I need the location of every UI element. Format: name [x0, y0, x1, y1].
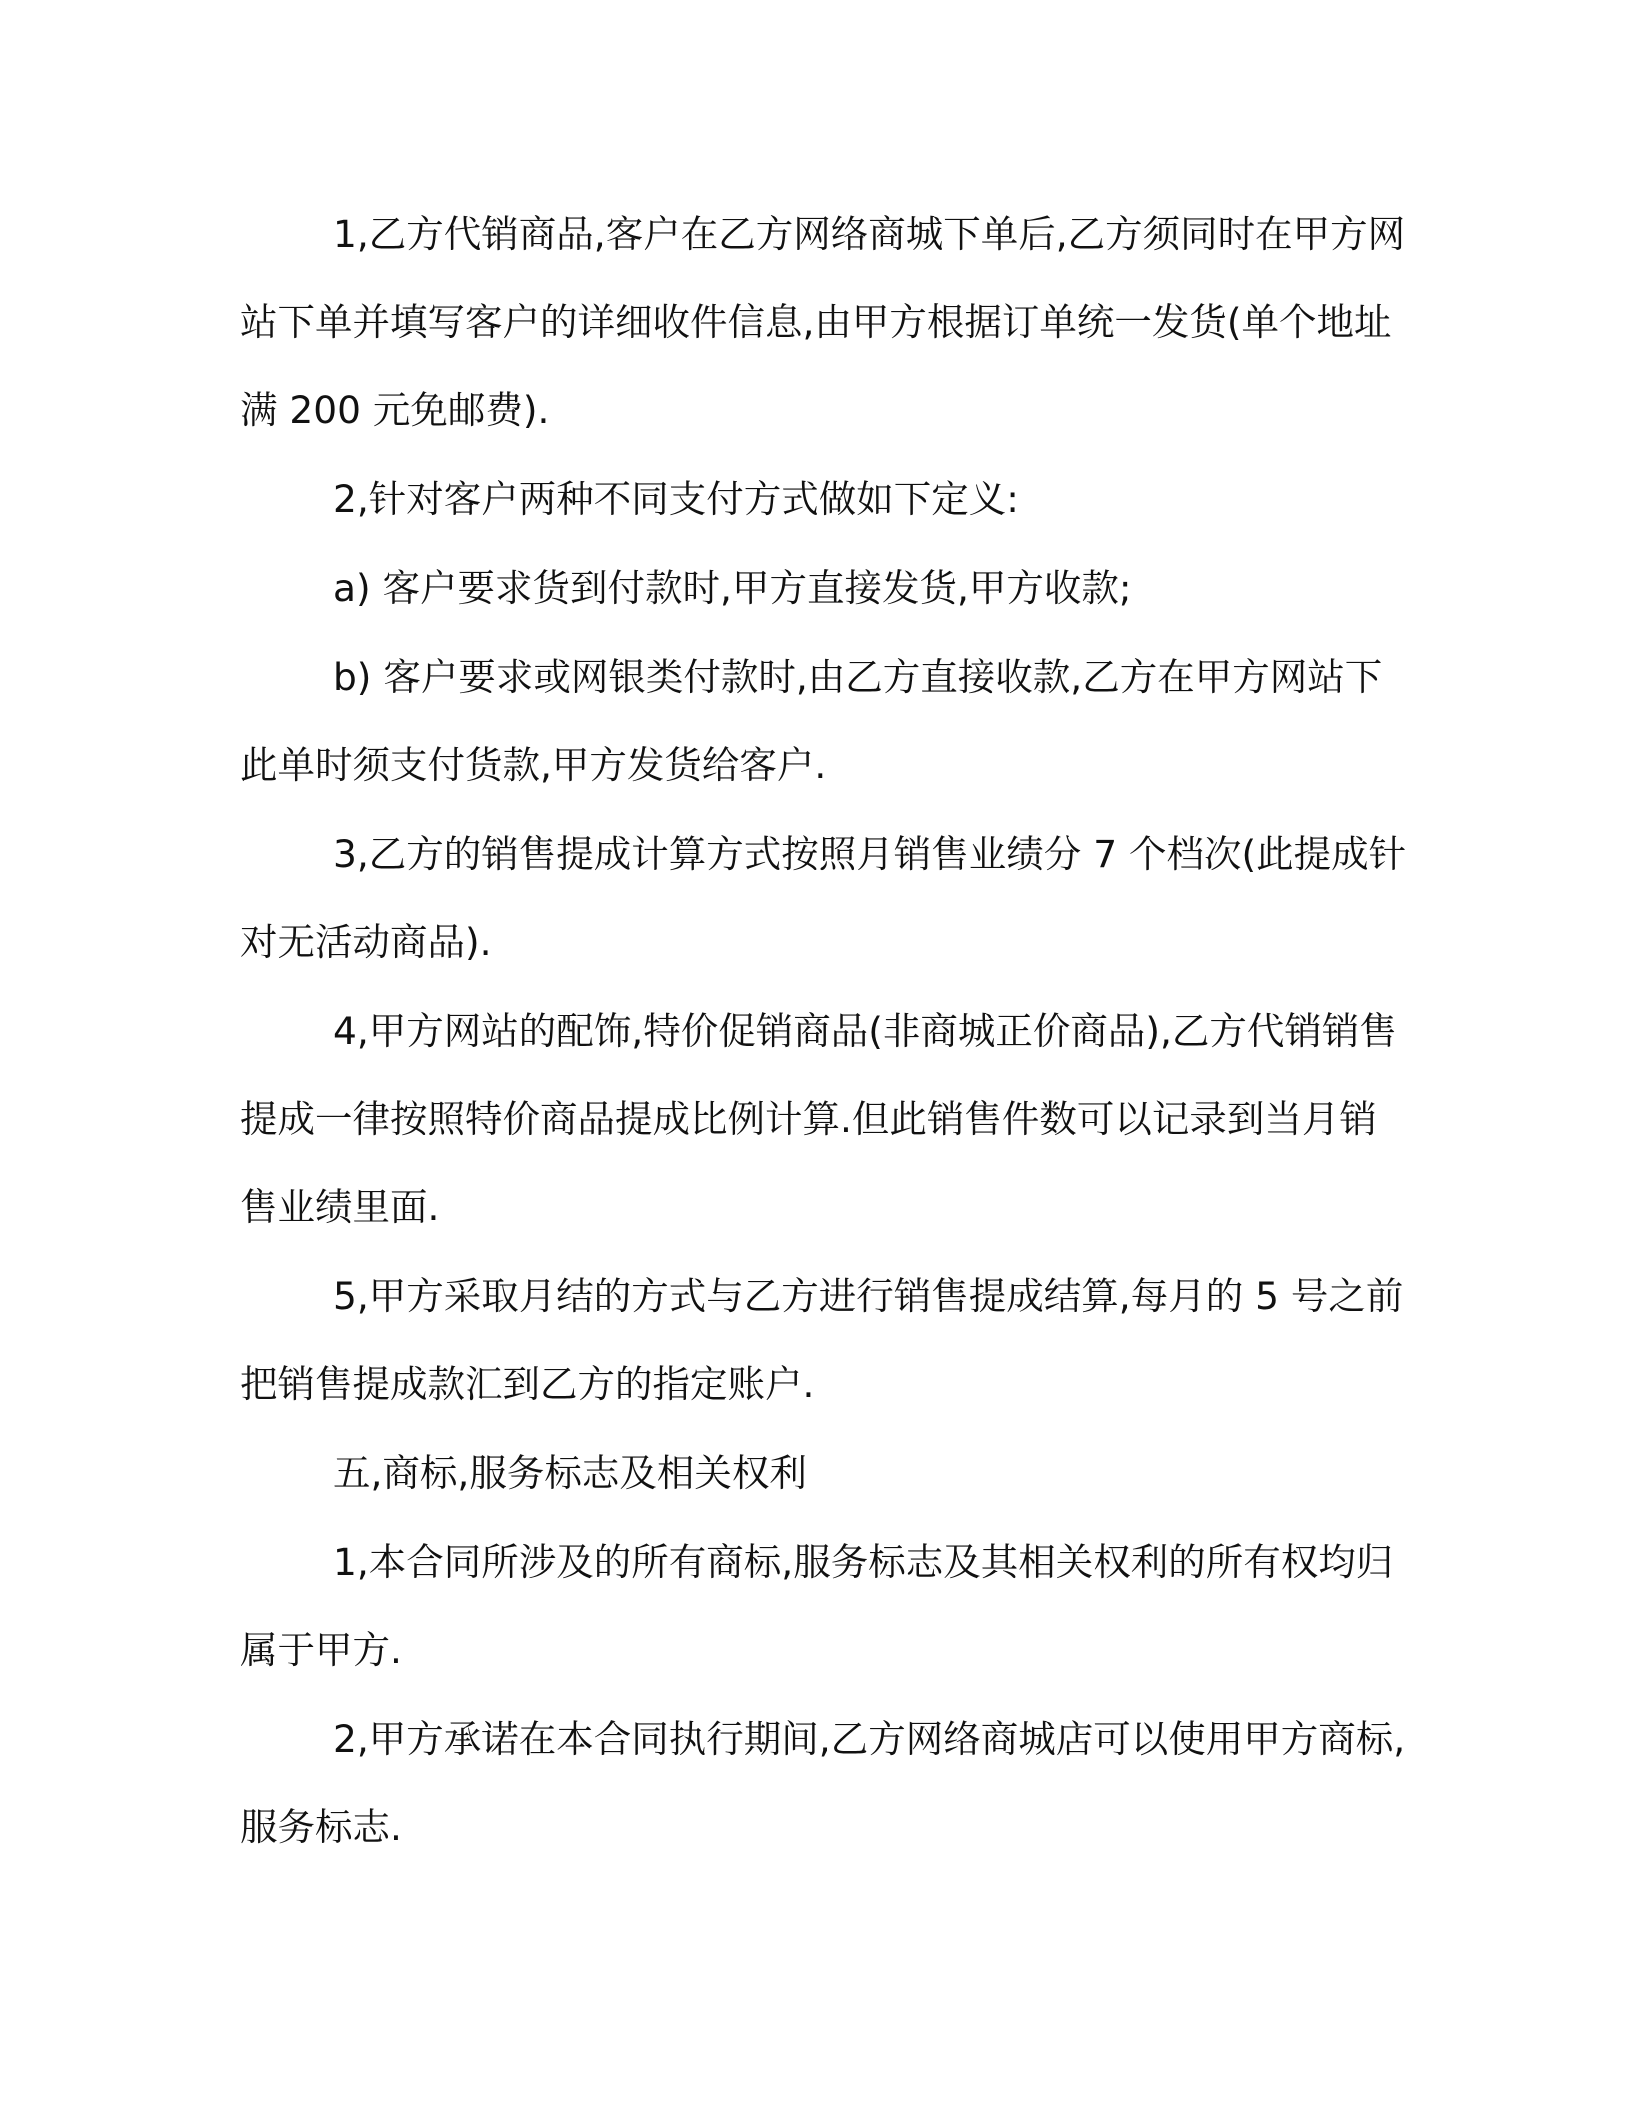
paragraph-3: 3,乙方的销售提成计算方式按照月销售业绩分 7 个档次(此提成针对无活动商品).: [240, 832, 1407, 964]
paragraph-1: 1,乙方代销商品,客户在乙方网络商城下单后,乙方须同时在甲方网站下单并填写客户的详细收件信息,由甲方根据订单统一发货(单个地址满 200 元免邮费).: [240, 212, 1406, 432]
section-heading: 五,商标,服务标志及相关权利: [333, 1451, 807, 1495]
section-paragraph-2: 2,甲方承诺在本合同执行期间,乙方网络商城店可以使用甲方商标,服务标志.: [240, 1717, 1406, 1849]
paragraph-2: 2,针对客户两种不同支付方式做如下定义:: [333, 477, 1019, 521]
section-paragraph-1: 1,本合同所涉及的所有商标,服务标志及其相关权利的所有权均归属于甲方.: [240, 1540, 1394, 1672]
paragraph-4: 4,甲方网站的配饰,特价促销商品(非商城正价商品),乙方代销销售提成一律按照特价商品提成比例计算.但此销售件数可以记录到当月销售业绩里面.: [240, 1009, 1397, 1229]
paragraph-5: 5,甲方采取月结的方式与乙方进行销售提成结算,每月的 5 号之前把销售提成款汇到乙方的指定账户.: [240, 1274, 1404, 1406]
document-body: [240, 190, 1408, 1871]
paragraph-2a: a) 客户要求货到付款时,甲方直接发货,甲方收款;: [333, 566, 1132, 610]
paragraph-2b: b) 客户要求或网银类付款时,由乙方直接收款,乙方在甲方网站下此单时须支付货款,甲方发货给客户.: [240, 655, 1383, 787]
